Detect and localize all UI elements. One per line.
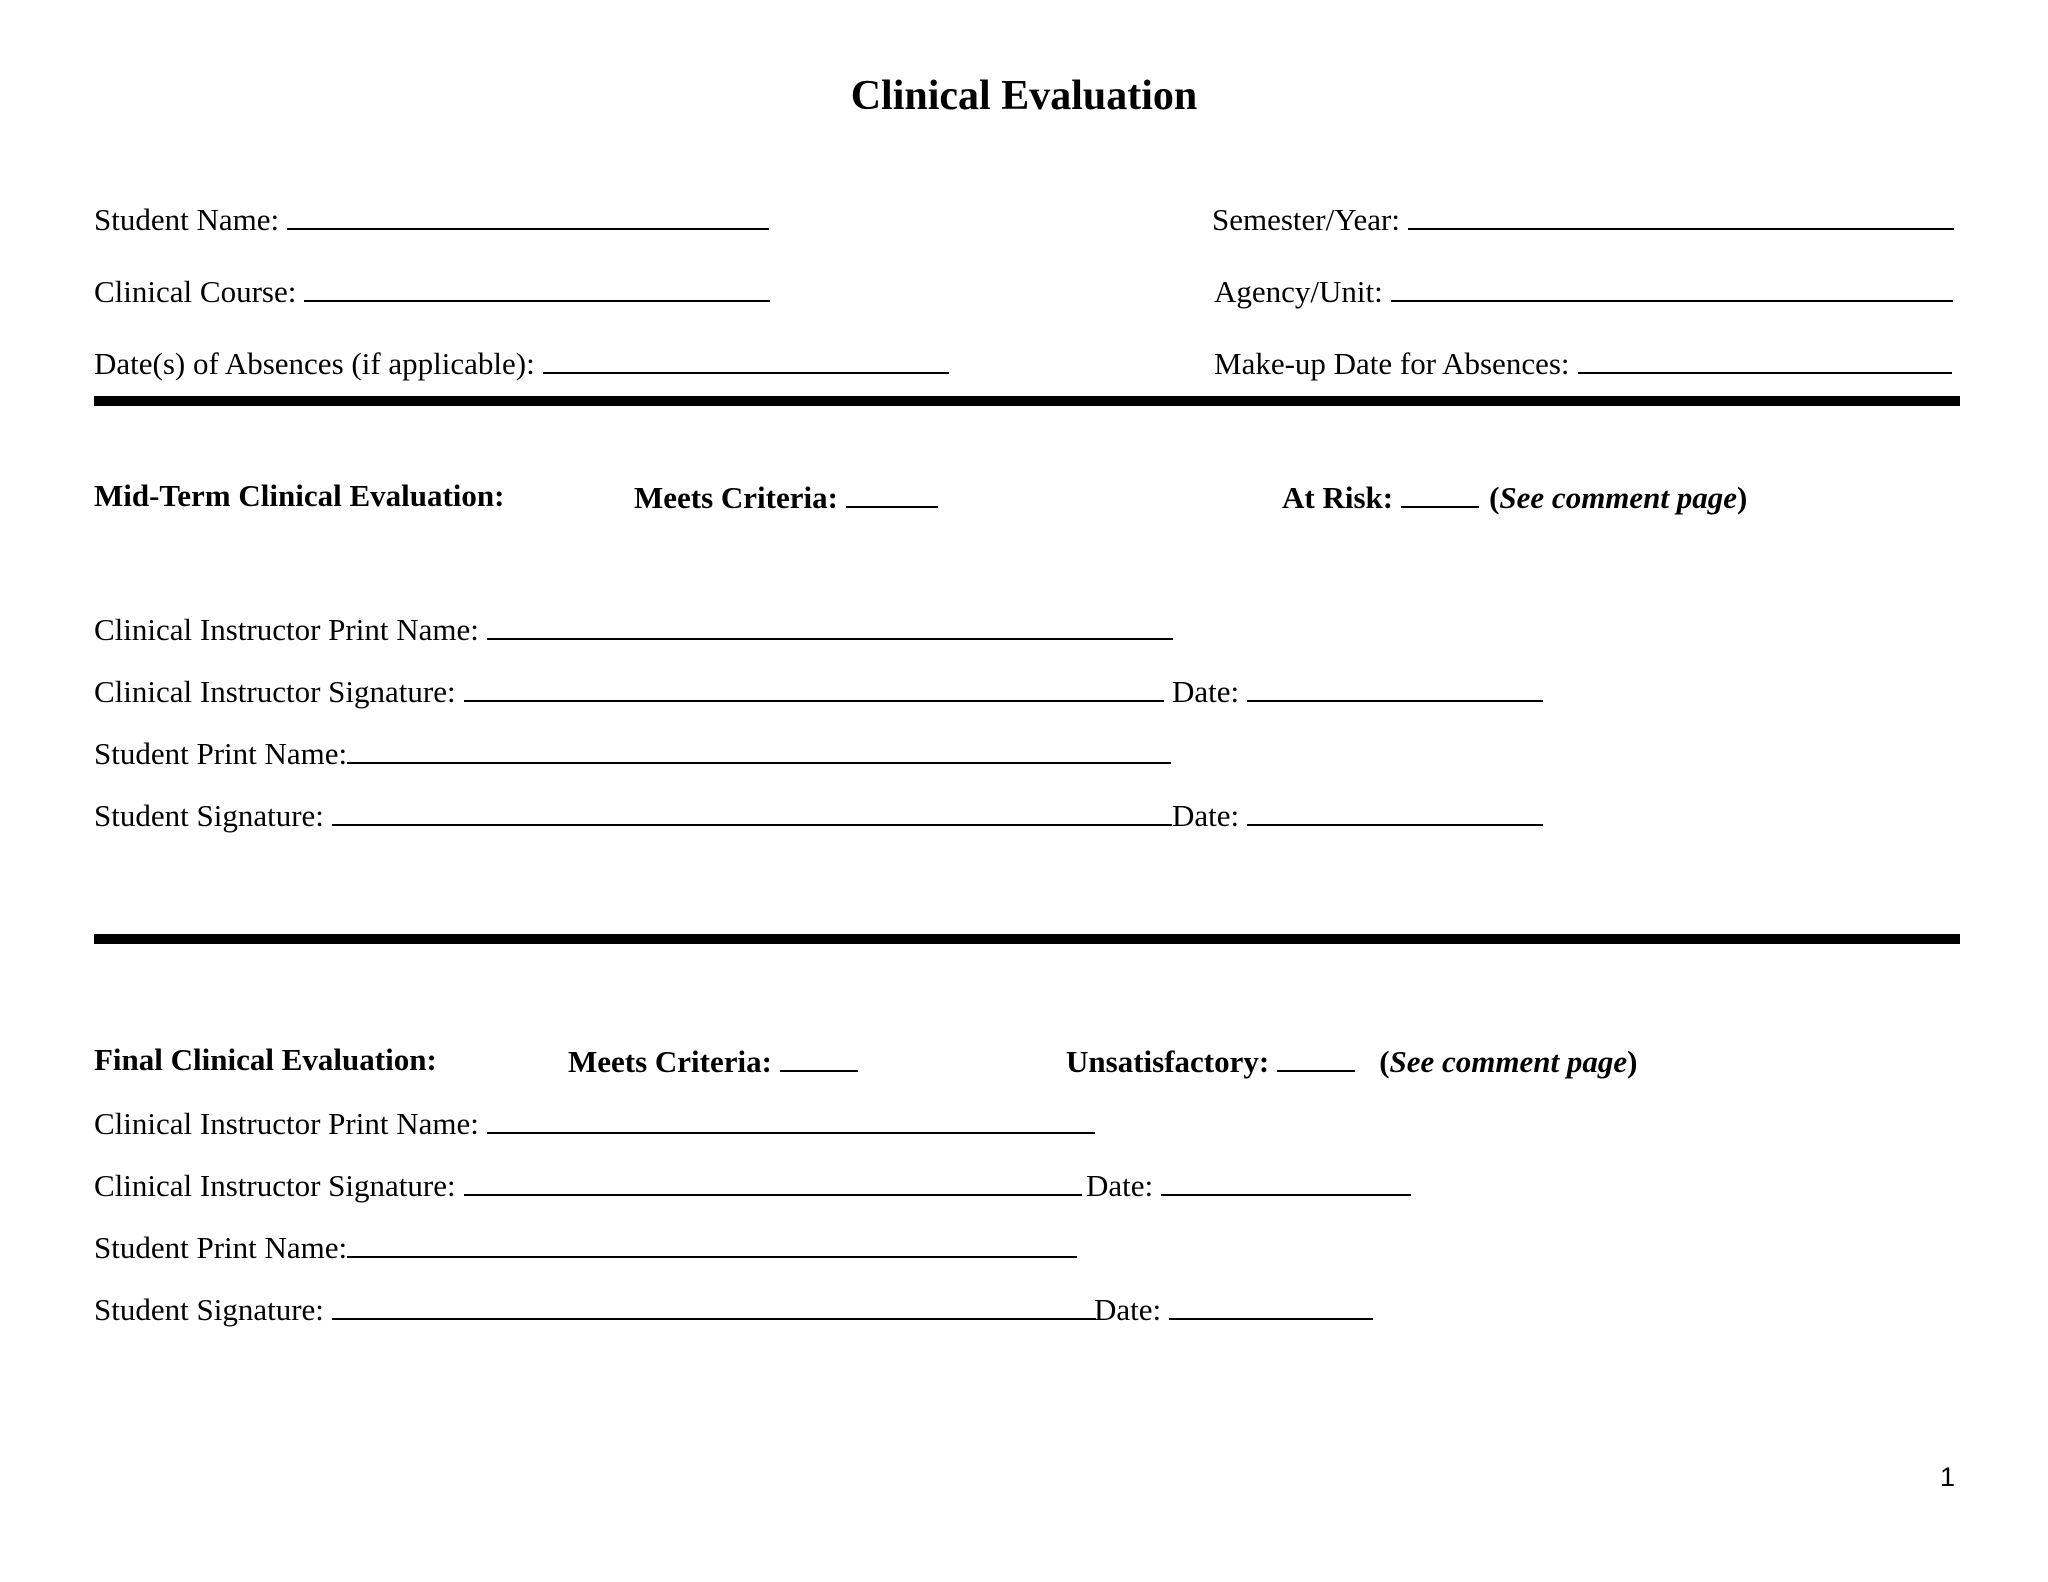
midterm-student-print-label: Student Print Name: — [94, 736, 348, 771]
clinical-course-blank[interactable] — [304, 270, 770, 302]
final-meets-criteria-label: Meets Criteria: — [568, 1044, 772, 1079]
midterm-comment-note: See comment page — [1499, 480, 1738, 515]
final-instructor-date-field — [1086, 1164, 1411, 1206]
midterm-instructor-date-field — [1172, 670, 1543, 712]
section-divider-bottom — [94, 934, 1960, 944]
midterm-student-signature-blank[interactable] — [332, 794, 1172, 826]
final-comment-note: See comment page — [1389, 1044, 1628, 1079]
absences-field — [94, 342, 949, 384]
final-instructor-date-label: Date: — [1086, 1168, 1154, 1203]
absences-label: Date(s) of Absences (if applicable): — [94, 346, 535, 381]
midterm-instructor-date-blank[interactable] — [1247, 670, 1543, 702]
agency-unit-field — [1214, 270, 1953, 312]
midterm-instructor-print-label: Clinical Instructor Print Name: — [94, 612, 479, 647]
final-meets-criteria-blank[interactable] — [780, 1040, 858, 1072]
student-name-field — [94, 198, 769, 240]
clinical-course-label: Clinical Course: — [94, 274, 297, 309]
midterm-student-signature-label: Student Signature: — [94, 798, 324, 833]
final-instructor-print-field — [94, 1102, 1095, 1144]
final-student-date-blank[interactable] — [1169, 1288, 1373, 1320]
final-unsatisfactory-field — [1066, 1040, 1637, 1082]
midterm-at-risk-label: At Risk: — [1282, 480, 1394, 515]
page-number: 1 — [1940, 1462, 1956, 1492]
final-student-date-field — [1094, 1288, 1373, 1330]
final-instructor-signature-field — [94, 1164, 1082, 1206]
midterm-instructor-print-blank[interactable] — [487, 608, 1173, 640]
agency-unit-blank[interactable] — [1391, 270, 1953, 302]
final-comment-close: ) — [1627, 1044, 1638, 1079]
final-student-print-blank[interactable] — [347, 1226, 1077, 1258]
midterm-student-date-label: Date: — [1172, 798, 1240, 833]
midterm-student-signature-field — [94, 794, 1172, 836]
final-student-date-label: Date: — [1094, 1292, 1162, 1327]
final-heading: Final Clinical Evaluation: — [94, 1042, 437, 1077]
midterm-instructor-signature-label: Clinical Instructor Signature: — [94, 674, 456, 709]
midterm-at-risk-field — [1282, 476, 1747, 518]
makeup-date-label: Make-up Date for Absences: — [1214, 346, 1570, 381]
midterm-instructor-signature-field — [94, 670, 1164, 712]
final-instructor-print-label: Clinical Instructor Print Name: — [94, 1106, 479, 1141]
midterm-instructor-print-field — [94, 608, 1173, 650]
section-divider-top — [94, 396, 1960, 406]
page-title: Clinical Evaluation — [850, 73, 1198, 119]
makeup-date-blank[interactable] — [1578, 342, 1952, 374]
semester-year-blank[interactable] — [1408, 198, 1954, 230]
midterm-comment-close: ) — [1737, 480, 1748, 515]
final-instructor-print-blank[interactable] — [487, 1102, 1095, 1134]
final-unsatisfactory-label: Unsatisfactory: — [1066, 1044, 1270, 1079]
midterm-meets-criteria-field — [634, 476, 938, 518]
final-meets-criteria-field — [568, 1040, 858, 1082]
midterm-comment-open: ( — [1489, 480, 1500, 515]
midterm-instructor-signature-blank[interactable] — [464, 670, 1164, 702]
midterm-heading: Mid-Term Clinical Evaluation: — [94, 478, 505, 513]
student-name-label: Student Name: — [94, 202, 280, 237]
final-instructor-date-blank[interactable] — [1161, 1164, 1411, 1196]
midterm-meets-criteria-blank[interactable] — [846, 476, 938, 508]
midterm-student-date-field — [1172, 794, 1543, 836]
final-student-signature-blank[interactable] — [332, 1288, 1096, 1320]
final-student-signature-label: Student Signature: — [94, 1292, 324, 1327]
absences-blank[interactable] — [543, 342, 949, 374]
midterm-student-print-blank[interactable] — [347, 732, 1171, 764]
final-instructor-signature-label: Clinical Instructor Signature: — [94, 1168, 456, 1203]
final-comment-open: ( — [1379, 1044, 1390, 1079]
final-student-print-label: Student Print Name: — [94, 1230, 348, 1265]
midterm-student-print-field — [94, 732, 1171, 774]
student-name-blank[interactable] — [287, 198, 769, 230]
midterm-meets-criteria-label: Meets Criteria: — [634, 480, 838, 515]
midterm-at-risk-blank[interactable] — [1401, 476, 1479, 508]
agency-unit-label: Agency/Unit: — [1214, 274, 1383, 309]
clinical-course-field — [94, 270, 770, 312]
final-student-print-field — [94, 1226, 1077, 1268]
final-instructor-signature-blank[interactable] — [464, 1164, 1082, 1196]
semester-year-field — [1212, 198, 1954, 240]
final-unsatisfactory-blank[interactable] — [1277, 1040, 1355, 1072]
midterm-instructor-date-label: Date: — [1172, 674, 1240, 709]
makeup-date-field — [1214, 342, 1952, 384]
midterm-student-date-blank[interactable] — [1247, 794, 1543, 826]
final-student-signature-field — [94, 1288, 1096, 1330]
semester-year-label: Semester/Year: — [1212, 202, 1400, 237]
